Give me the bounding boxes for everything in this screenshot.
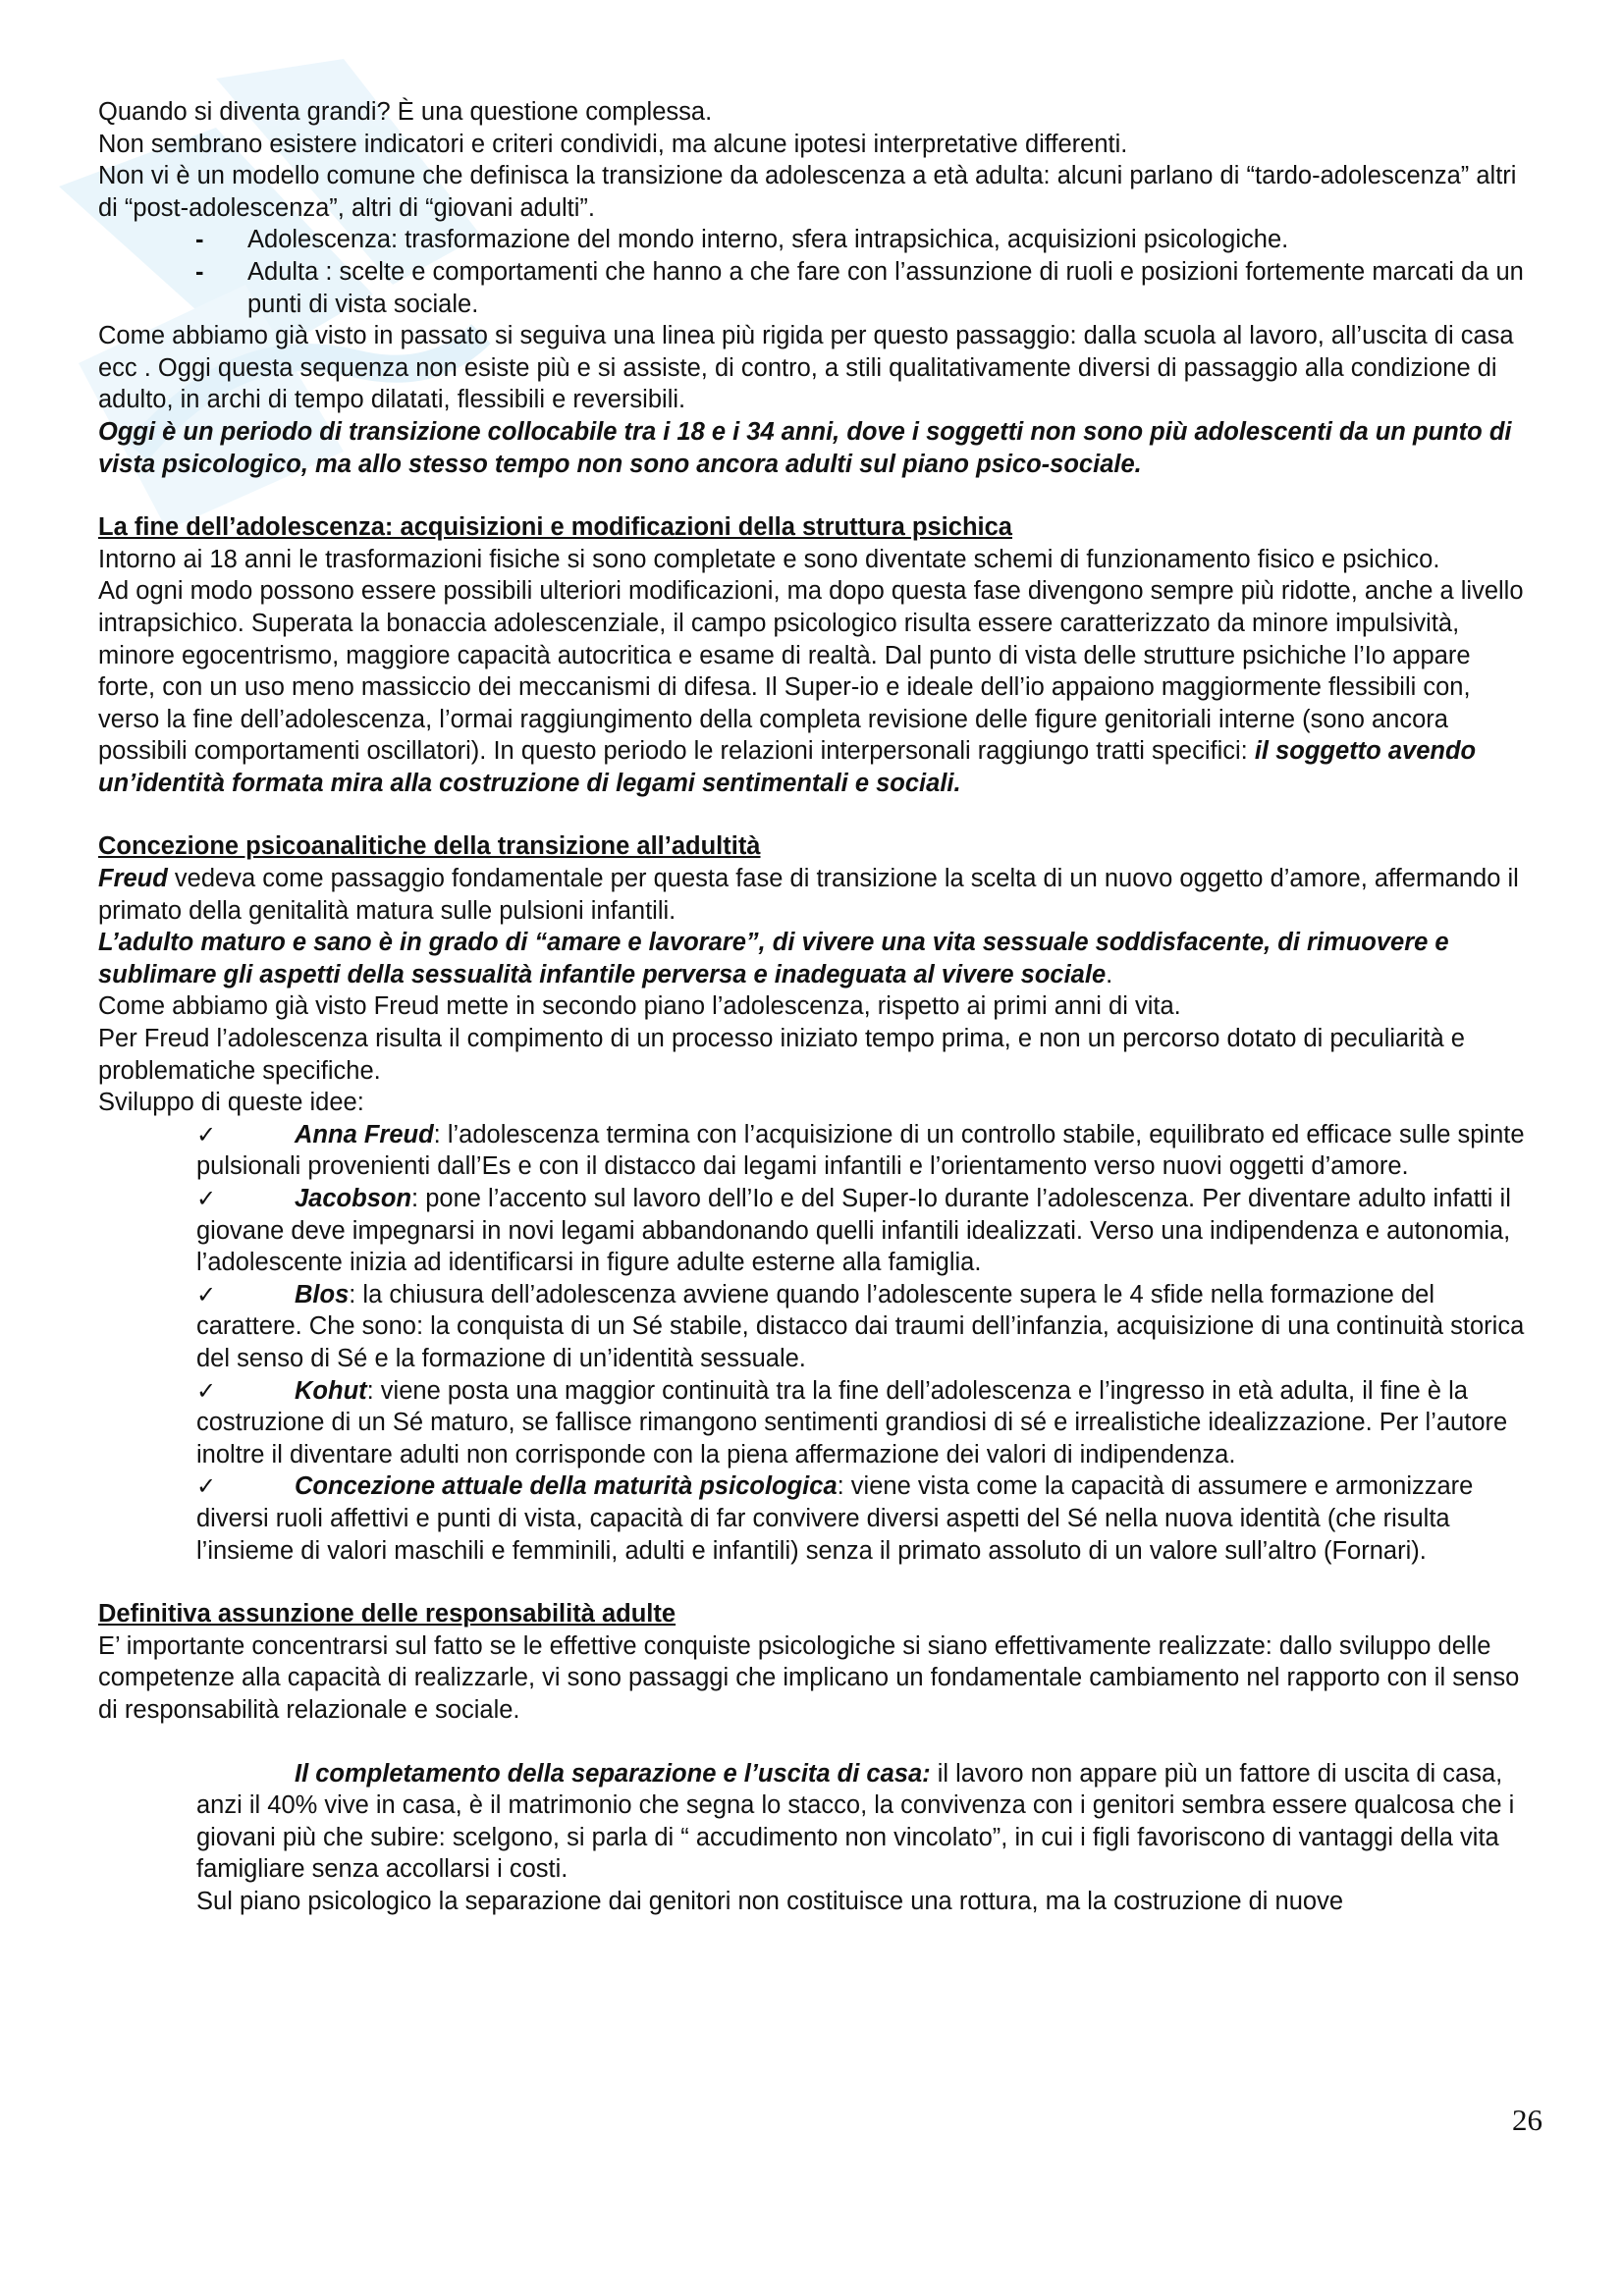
checkmark-icon: ✓	[196, 1472, 217, 1501]
list-item: ✓ Kohut: viene posta una maggior continuità tra la fine dell’adolescenza e l’ingresso in età adulta, il fine è la costruzione di un Sé maturo, se fallisce rimangono sentimenti grandiosi di sé e irrealistiche idealizzazione. Per l’autore inoltre il diventare adulti non corrisponde con la piena affermazione dei valori di indipendenza.	[196, 1376, 1508, 1468]
section-heading: Concezione psicoanalitiche della transizione all’adultità	[98, 832, 761, 861]
list-item: - Adulta : scelte e comportamenti che hanno a che fare con l’assunzione di ruoli e posizioni fortemente marcati da un punti di vista sociale.	[195, 257, 1524, 318]
intro-line: Quando si diventa grandi? È una questione complessa.	[98, 98, 713, 126]
page-number: 26	[1512, 2103, 1542, 2137]
paragraph: Intorno ai 18 anni le trasformazioni fisiche si sono completate e sono diventate schemi di funzionamento fisico e psichico.	[98, 545, 1440, 573]
authors-list	[98, 1119, 1527, 1567]
author-name: Kohut	[295, 1376, 367, 1405]
definitions-list	[98, 224, 1527, 320]
checkmark-icon: ✓	[196, 1185, 217, 1212]
intro-line: Non vi è un modello comune che definisca la transizione da adolescenza a età adulta: alcuni parlano di “tardo-adolescenza” altri di “post-adolescenza”, altri di “giovani adulti”.	[98, 162, 1517, 222]
paragraph: Il completamento della separazione e l’uscita di casa: il lavoro non appare più un fattore di uscita di casa, anzi il 40% vive in casa, è il matrimonio che segna lo stacco, la convivenza con i genitori sembra essere qualcosa che i giovani più che subire: scelgono, si parla di “ accudimento non vincolato”, in cui i figli favoriscono di vantaggi della vita famigliare senza accollarsi i costi.	[196, 1759, 1515, 1884]
intro-emphasis: Oggi è un periodo di transizione collocabile tra i 18 e i 34 anni, dove i soggetti non sono più adolescenti da un punto di vista psicologico, ma allo stesso tempo non sono ancora adulti sul piano psico-sociale.	[98, 417, 1512, 478]
paragraph: L’adulto maturo e sano è in grado di “amare e lavorare”, di vivere una vita sessuale soddisfacente, di rimuovere e sublimare gli aspetti della sessualità infantile perversa e inadeguata al vivere sociale.	[98, 929, 1449, 988]
author-name: Freud	[98, 865, 168, 893]
list-item: ✓ Blos: la chiusura dell’adolescenza avviene quando l’adolescente supera le 4 sfide nella formazione del carattere. Che sono: la conquista di un Sé stabile, distacco dai traumi dell’infanzia, acquisizione di una continuità storica del senso di Sé e la formazione di un’identità sessuale.	[196, 1280, 1525, 1372]
paragraph: Ad ogni modo possono essere possibili ulteriori modificazioni, ma dopo questa fase divengono sempre più ridotte, anche a livello intrapsichico. Superata la bonaccia adolescenziale, il campo psicologico risulta essere caratterizzato da minore impulsività, minore egocentrismo, maggiore capacità autocritica e esame di realtà. Dal punto di vista delle strutture psichiche l’Io appare forte, con un uso meno massiccio dei meccanismi di difesa. Il Super-io e ideale dell’io appaiono maggiormente flessibili con, verso la fine dell’adolescenza, l’ormai raggiungimento della completa revisione delle figure genitoriali interne (sono ancora possibili comportamenti oscillatori). In questo periodo le relazioni interpersonali raggiungo tratti specifici: il soggetto avendo un’identità formata mira alla costruzione di legami sentimentali e sociali.	[98, 577, 1524, 797]
paragraph: Freud vedeva come passaggio fondamentale per questa fase di transizione la scelta di un nuovo oggetto d’amore, affermando il primato della genitalità matura sulle pulsioni infantili.	[98, 865, 1519, 925]
intro-paragraph: Come abbiamo già visto in passato si seguiva una linea più rigida per questo passaggio: dalla scuola al lavoro, all’uscita di casa ecc . Oggi questa sequenza non esiste più e si assiste, di contro, a stili qualitativamente diversi di passaggio alla condizione di adulto, in archi di tempo dilatati, flessibili e reversibili.	[98, 322, 1514, 414]
list-item: - Adolescenza: trasformazione del mondo interno, sfera intrapsichica, acquisizioni psicologiche.	[195, 226, 1289, 254]
checkmark-icon: ✓	[196, 1376, 217, 1405]
checkmark-icon: ✓	[196, 1280, 217, 1308]
definition-adolescenza: Adolescenza: trasformazione del mondo interno, sfera intrapsichica, acquisizioni psicologiche.	[247, 226, 1289, 254]
paragraph: Sul piano psicologico la separazione dai genitori non costituisce una rottura, ma la costruzione di nuove	[196, 1887, 1344, 1915]
intro-line: Non sembrano esistere indicatori e criteri condividi, ma alcune ipotesi interpretative differenti.	[98, 130, 1128, 158]
list-item: ✓ Concezione attuale della maturità psicologica: viene vista come la capacità di assumere e armonizzare diversi ruoli affettivi e punti di vista, capacità di far convivere diversi aspetti del Sé nella nuova identità (che risulta l’insieme di valori maschili e femminili, adulti e infantili) senza il primato assoluto di un valore sull’altro (Fornari).	[196, 1472, 1474, 1565]
subsection-title: Il completamento della separazione e l’uscita di casa:	[295, 1759, 931, 1788]
author-name: Concezione attuale della maturità psicologica	[295, 1472, 838, 1501]
paragraph: Come abbiamo già visto Freud mette in secondo piano l’adolescenza, rispetto ai primi anni di vita.	[98, 992, 1181, 1021]
section-heading: Definitiva assunzione delle responsabilità adulte	[98, 1600, 676, 1629]
definition-adulta: Adulta : scelte e comportamenti che hanno a che fare con l’assunzione di ruoli e posizioni fortemente marcati da un punti di vista sociale.	[247, 257, 1524, 318]
emphasis-text: il soggetto avendo un’identità formata mira alla costruzione di legami sentimentali e sociali.	[98, 737, 1477, 797]
author-name: Blos	[295, 1280, 350, 1308]
author-name: Jacobson	[295, 1185, 412, 1212]
section-heading: La fine dell’adolescenza: acquisizioni e modificazioni della struttura psichica	[98, 513, 1012, 542]
checkmark-icon: ✓	[196, 1120, 217, 1148]
document-body	[98, 96, 1527, 1917]
paragraph: Per Freud l’adolescenza risulta il compimento di un processo iniziato tempo prima, e non un percorso dotato di peculiarità e problematiche specifiche.	[98, 1025, 1465, 1085]
author-name: Anna Freud	[295, 1120, 434, 1148]
list-item: ✓ Jacobson: pone l’accento sul lavoro dell’Io e del Super-Io durante l’adolescenza. Per diventare adulto infatti il giovane deve impegnarsi in novi legami abbandonando quelli infantili idealizzati. Verso una indipendenza e autonomia, l’adolescente inizia ad identificarsi in figure adulte esterne alla famiglia.	[196, 1185, 1511, 1277]
paragraph: E’ importante concentrarsi sul fatto se le effettive conquiste psicologiche si siano effettivamente realizzate: dallo sviluppo delle competenze alla capacità di realizzarle, vi sono passaggi che implicano un fondamentale cambiamento nel rapporto con il senso di responsabilità relazionale e sociale.	[98, 1631, 1520, 1724]
list-item: ✓ Anna Freud: l’adolescenza termina con l’acquisizione di un controllo stabile, equilibrato ed efficace sulle spinte pulsionali provenienti dall’Es e con il distacco dai legami infantili e l’orientamento verso nuovi oggetti d’amore.	[196, 1120, 1525, 1181]
paragraph: Sviluppo di queste idee:	[98, 1089, 364, 1117]
emphasis-text: L’adulto maturo e sano è in grado di “amare e lavorare”, di vivere una vita sessuale soddisfacente, di rimuovere e sublimare gli aspetti della sessualità infantile perversa e inadeguata al vivere sociale	[98, 929, 1449, 988]
